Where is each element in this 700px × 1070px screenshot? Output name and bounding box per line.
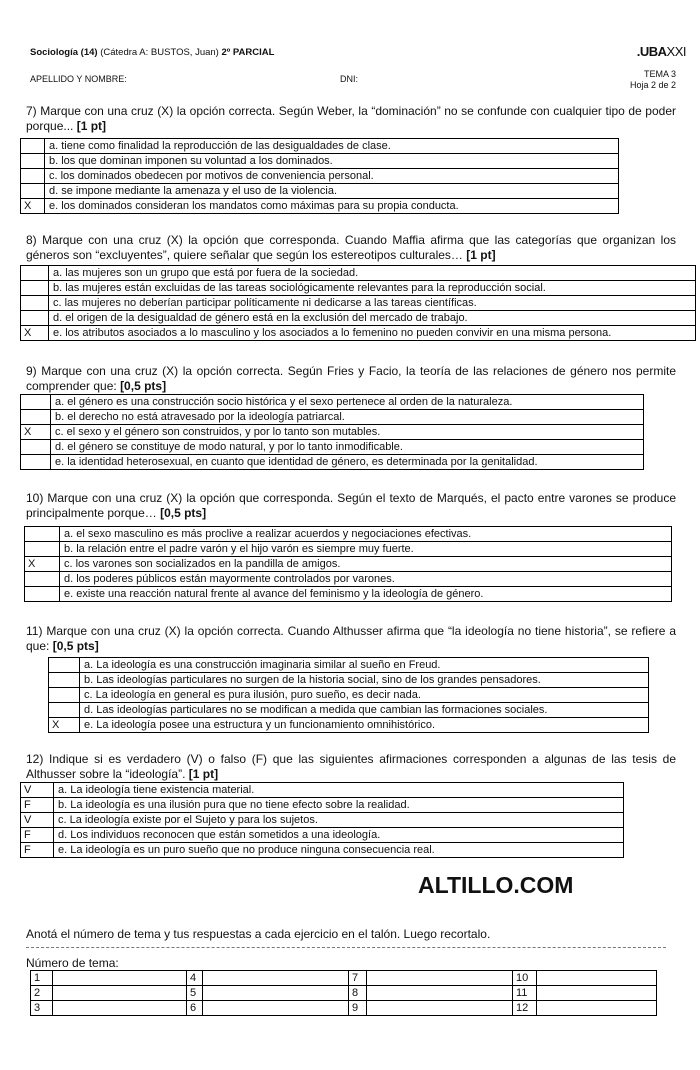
option-row[interactable]: [21, 296, 696, 311]
hoja-label: Hoja 2 de 2: [629, 80, 676, 90]
answer-mark[interactable]: X: [25, 557, 60, 572]
question-text: 8) Marque con una cruz (X) la opción que corresponda. Cuando Maffia afirma que las categorías que organizan los géneros son “excluyentes”, quiere señalar que según los estereotipos culturales…: [26, 233, 676, 262]
tema-label: TEMA 3: [643, 69, 676, 79]
answer-cell[interactable]: [537, 1001, 657, 1016]
option-text: a. tiene como finalidad la reproducción de las desigualdades de clase.: [45, 139, 619, 154]
option-row[interactable]: [21, 139, 619, 154]
option-row[interactable]: [25, 557, 672, 572]
option-text: c. La ideología existe por el Sujeto y para los sujetos.: [54, 813, 624, 828]
question-points: [0,5 pts]: [52, 639, 99, 653]
option-row[interactable]: [21, 455, 644, 470]
answer-number: 4: [187, 971, 203, 986]
option-text: e. existe una reacción natural frente al avance del feminismo y la ideología de género.: [60, 587, 672, 602]
option-text: d. los poderes públicos están mayormente controlados por varones.: [60, 572, 672, 587]
option-text: b. la relación entre el padre varón y el hijo varón es siempre muy fuerte.: [60, 542, 672, 557]
answer-cell[interactable]: [203, 971, 349, 986]
option-text: e. La ideología es un puro sueño que no produce ninguna consecuencia real.: [54, 843, 624, 858]
answer-number: 9: [349, 1001, 367, 1016]
answer-cell[interactable]: [367, 971, 513, 986]
option-row[interactable]: [49, 688, 649, 703]
options-table-8: [20, 265, 696, 341]
answer-mark[interactable]: F: [21, 828, 54, 843]
question-points: [1 pt]: [76, 119, 107, 133]
exam-name: 2º PARCIAL: [221, 47, 275, 58]
answer-grid-row: [31, 1001, 657, 1016]
option-row[interactable]: [21, 154, 619, 169]
option-row[interactable]: [49, 658, 649, 673]
option-text: b. las mujeres están excluidas de las tareas sociológicamente relevantes para la reproducción social.: [49, 281, 696, 296]
option-row[interactable]: [21, 843, 624, 858]
uba-logo: [637, 44, 686, 59]
answer-mark[interactable]: [21, 266, 49, 281]
answer-mark[interactable]: [49, 673, 80, 688]
options-table-7: [20, 138, 619, 214]
answer-cell[interactable]: [367, 1001, 513, 1016]
answer-grid-row: [31, 971, 657, 986]
question-text: 9) Marque con una cruz (X) la opción correcta. Según Fries y Facio, la teoría de las relaciones de género nos permite comprender que:: [26, 364, 676, 393]
answer-number: 3: [31, 1001, 53, 1016]
option-row[interactable]: [21, 798, 624, 813]
answer-cell[interactable]: [53, 1001, 187, 1016]
answer-mark[interactable]: [25, 587, 60, 602]
answer-mark[interactable]: [21, 169, 45, 184]
option-text: a. el sexo masculino es más proclive a realizar acuerdos y negociaciones efectivas.: [60, 527, 672, 542]
option-row[interactable]: [21, 395, 644, 410]
answer-mark[interactable]: X: [21, 326, 49, 341]
option-row[interactable]: [49, 718, 649, 733]
option-row[interactable]: [21, 813, 624, 828]
answer-cell[interactable]: [537, 971, 657, 986]
option-text: a. La ideología es una construcción imaginaria similar al sueño en Freud.: [80, 658, 649, 673]
answer-number: 11: [513, 986, 537, 1001]
footer-instructions: Anotá el número de tema y tus respuestas a cada ejercicio en el talón. Luego recortalo.: [26, 927, 491, 941]
answer-mark[interactable]: [21, 311, 49, 326]
question-points: [1 pt]: [466, 248, 496, 262]
answer-mark[interactable]: [25, 572, 60, 587]
option-text: e. los atributos asociados a lo masculino y los asociados a lo femenino no pueden convivir en una misma persona.: [49, 326, 696, 341]
answer-mark[interactable]: F: [21, 798, 54, 813]
answer-cell[interactable]: [537, 986, 657, 1001]
option-row[interactable]: [21, 311, 696, 326]
answer-mark[interactable]: [21, 139, 45, 154]
answer-grid-row: [31, 986, 657, 1001]
option-text: c. La ideología en general es pura ilusión, puro sueño, es decir nada.: [80, 688, 649, 703]
option-text: d. Las ideologías particulares no se modifican a medida que cambian las formaciones sociales.: [80, 703, 649, 718]
logo-uba: .UBA: [636, 44, 667, 59]
option-text: e. la identidad heterosexual, en cuanto que identidad de género, es determinada por la genitalidad.: [51, 455, 644, 470]
option-text: c. las mujeres no deberían participar políticamente ni dedicarse a las tareas científicas.: [49, 296, 696, 311]
answer-mark[interactable]: [21, 296, 49, 311]
question-points: [0,5 pts]: [120, 379, 167, 393]
option-text: b. La ideología es una ilusión pura que no tiene efecto sobre la realidad.: [54, 798, 624, 813]
option-row[interactable]: [21, 169, 619, 184]
answer-mark[interactable]: [21, 281, 49, 296]
answer-mark[interactable]: [21, 410, 51, 425]
option-row[interactable]: [21, 828, 624, 843]
answer-mark[interactable]: X: [21, 425, 51, 440]
tema-block: [630, 69, 676, 91]
option-text: d. el género se constituye de modo natural, y por lo tanto inmodificable.: [51, 440, 644, 455]
option-text: c. los varones son socializados en la pandilla de amigos.: [60, 557, 672, 572]
answer-number: 10: [513, 971, 537, 986]
answer-mark[interactable]: [21, 184, 45, 199]
answer-mark[interactable]: [49, 658, 80, 673]
answer-number: 2: [31, 986, 53, 1001]
course-header: [30, 47, 274, 58]
question-12: [26, 752, 676, 782]
answer-mark[interactable]: [25, 542, 60, 557]
answer-mark[interactable]: [21, 455, 51, 470]
option-text: d. Los individuos reconocen que están sometidos a una ideología.: [54, 828, 624, 843]
option-row[interactable]: [25, 542, 672, 557]
option-text: b. Las ideologías particulares no surgen de la historia social, sino de los grandes pensadores.: [80, 673, 649, 688]
answer-mark[interactable]: [49, 688, 80, 703]
answer-mark[interactable]: [21, 395, 51, 410]
answer-cell[interactable]: [53, 971, 187, 986]
answer-mark[interactable]: V: [21, 813, 54, 828]
answer-mark[interactable]: [25, 527, 60, 542]
question-10: [26, 491, 676, 521]
question-9: [26, 364, 676, 394]
altillo-watermark: ALTILLO.COM: [418, 872, 574, 898]
option-row[interactable]: [21, 281, 696, 296]
option-row[interactable]: [21, 783, 624, 798]
question-points: [1 pt]: [188, 767, 219, 781]
option-row[interactable]: [25, 587, 672, 602]
answer-cell[interactable]: [203, 1001, 349, 1016]
answer-number: 8: [349, 986, 367, 1001]
option-text: d. el origen de la desigualdad de género está en la exclusión del mercado de trabajo.: [49, 311, 696, 326]
answer-mark[interactable]: [21, 154, 45, 169]
option-row[interactable]: [21, 440, 644, 455]
name-label: APELLIDO Y NOMBRE:: [30, 74, 127, 84]
question-text: 7) Marque con una cruz (X) la opción correcta. Según Weber, la “dominación” no se confunde con cualquier tipo de poder porque...: [26, 104, 676, 133]
answer-mark[interactable]: V: [21, 783, 54, 798]
option-text: e. La ideología posee una estructura y un funcionamiento omnihistórico.: [80, 718, 649, 733]
answer-mark[interactable]: F: [21, 843, 54, 858]
question-11: [26, 624, 676, 654]
option-row[interactable]: [21, 326, 696, 341]
answer-mark[interactable]: [21, 440, 51, 455]
logo-xxi: XXI: [666, 44, 686, 59]
option-text: b. los que dominan imponen su voluntad a los dominados.: [45, 154, 619, 169]
answer-cell[interactable]: [53, 986, 187, 1001]
answer-mark[interactable]: [49, 703, 80, 718]
answer-cell[interactable]: [203, 986, 349, 1001]
option-text: c. los dominados obedecen por motivos de conveniencia personal.: [45, 169, 619, 184]
option-text: a. el género es una construcción socio histórica y el sexo pertenece al orden de la naturaleza.: [51, 395, 644, 410]
option-text: a. La ideología tiene existencia material.: [54, 783, 624, 798]
answer-number: 5: [187, 986, 203, 1001]
course-name: Sociología (14): [30, 47, 98, 58]
option-row[interactable]: [49, 703, 649, 718]
option-text: b. el derecho no está atravesado por la ideología patriarcal.: [51, 410, 644, 425]
option-text: e. los dominados consideran los mandatos como máximas para su propia conducta.: [45, 199, 619, 214]
dni-label: DNI:: [340, 74, 358, 84]
option-row[interactable]: [21, 184, 619, 199]
options-table-12: [20, 782, 624, 858]
answer-number: 7: [349, 971, 367, 986]
cut-line: [26, 947, 666, 948]
question-text: 12) Indique si es verdadero (V) o falso (F) que las siguientes afirmaciones corresponden a algunas de las tesis de Althusser sobre la “ideología”.: [26, 752, 676, 781]
option-row[interactable]: [21, 199, 619, 214]
options-table-11: [48, 657, 649, 733]
options-table-9: [20, 394, 644, 470]
question-text: 11) Marque con una cruz (X) la opción correcta. Cuando Althusser afirma que “la ideología no tiene historia”, se refiere a que:: [26, 624, 676, 653]
option-row[interactable]: [25, 527, 672, 542]
question-points: [0,5 pts]: [160, 506, 207, 520]
option-row[interactable]: [21, 410, 644, 425]
question-text: 10) Marque con una cruz (X) la opción que corresponda. Según el texto de Marqués, el pacto entre varones se produce principalmente porque…: [26, 491, 676, 520]
option-row[interactable]: [21, 425, 644, 440]
tema-number-label: Número de tema:: [26, 956, 119, 970]
option-row[interactable]: [49, 673, 649, 688]
option-row[interactable]: [21, 266, 696, 281]
options-table-10: [24, 526, 672, 602]
course-chair: (Cátedra A: BUSTOS, Juan): [97, 47, 222, 58]
question-7: [26, 104, 676, 134]
answer-number: 1: [31, 971, 53, 986]
answer-cell[interactable]: [367, 986, 513, 1001]
option-text: c. el sexo y el género son construidos, y por lo tanto son mutables.: [51, 425, 644, 440]
option-text: a. las mujeres son un grupo que está por fuera de la sociedad.: [49, 266, 696, 281]
question-8: [26, 233, 676, 263]
answer-mark[interactable]: X: [21, 199, 45, 214]
answer-mark[interactable]: X: [49, 718, 80, 733]
option-text: d. se impone mediante la amenaza y el uso de la violencia.: [45, 184, 619, 199]
answer-number: 6: [187, 1001, 203, 1016]
option-row[interactable]: [25, 572, 672, 587]
answer-number: 12: [513, 1001, 537, 1016]
answer-grid: [30, 970, 657, 1016]
